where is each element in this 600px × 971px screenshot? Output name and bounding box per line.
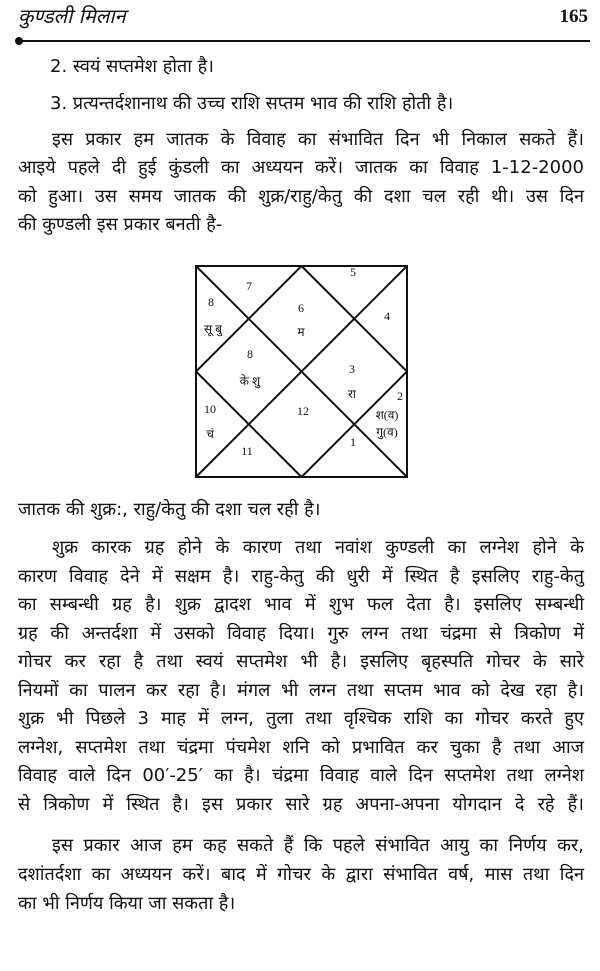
- house-number: 3: [349, 362, 355, 376]
- house-planets: श(व): [375, 408, 399, 422]
- paragraph-line: गोचर कर रहा है तथा स्वयं सप्तमेश भी है। इसलिए बृहस्पति गोचर के सारे: [18, 651, 584, 672]
- house-number: 4: [384, 309, 390, 323]
- house-number: 1: [350, 435, 356, 449]
- paragraph-line: विवाह वाले दिन 00′-25′ का है। चंद्रमा विवाह वाले दिन सप्तमेश तथा लग्नेश: [18, 765, 584, 786]
- house-number: 7: [246, 279, 252, 293]
- paragraph-line: इस प्रकार आज हम कह सकते हैं कि पहले संभावित आयु का निर्णय कर,: [52, 835, 584, 856]
- paragraph-line: को हुआ। उस समय जातक की शुक्र/राहु/केतु की दशा चल रही थी। उस दिन: [18, 186, 584, 207]
- house-number: 12: [297, 404, 309, 418]
- header-rule: [18, 40, 590, 42]
- paragraph-line: की कुण्डली इस प्रकार बनती है-: [18, 214, 223, 235]
- list-item: 3. प्रत्यन्तर्दशानाथ की उच्च राशि सप्तम भाव की राशि होती है।: [50, 93, 454, 114]
- house-number: 5: [350, 265, 356, 279]
- chart-caption: जातक की शुक्र:, राहु/केतु की दशा चल रही है।: [18, 499, 321, 520]
- house-number: 11: [241, 444, 253, 458]
- kundali-chart: [195, 265, 408, 478]
- house-planets: चं: [206, 427, 214, 441]
- list-item: 2. स्वयं सप्तमेश होता है।: [50, 56, 215, 77]
- paragraph-line: इस प्रकार हम जातक के विवाह का संभावित दिन भी निकाल सकते हैं।: [52, 129, 584, 150]
- house-number: 6: [298, 301, 304, 315]
- house-number: 10: [204, 402, 216, 416]
- paragraph-line: दशांतर्दशा का अध्ययन करें। बाद में गोचर के द्वारा संभावित वर्ष, मास तथा दिन: [18, 864, 584, 885]
- house-planets: के शु: [239, 374, 261, 388]
- house-number: 8: [208, 295, 214, 309]
- paragraph-line: लग्नेश, सप्तमेश तथा चंद्रमा पंचमेश शनि को प्रभावित कर चुका है तथा आज: [18, 737, 584, 758]
- paragraph-line: शुक्र कारक ग्रह होने के कारण तथा नवांश कुण्डली का लग्नेश होने के: [52, 537, 584, 558]
- running-header-title: कुण्डली मिलान: [18, 4, 126, 28]
- house-planets: गु(व): [376, 425, 398, 439]
- paragraph-line: शुक्र भी पिछले 3 माह में लग्न, तुला तथा वृश्चिक राशि का गोचर करते हुए: [18, 708, 584, 729]
- paragraph-line: ग्रह की अन्तर्दशा में उसको विवाह दिया। गुरु लग्न तथा चंद्रमा से त्रिकोण में: [18, 623, 584, 644]
- house-planets: सू बु: [204, 322, 222, 336]
- paragraph-line: कारण विवाह देने में सक्षम है। राहु-केतु की धुरी में स्थित है इसलिए राहु-केतु: [18, 566, 584, 587]
- paragraph-line: आइये पहले दी हुई कुंडली का अध्ययन करें। जातक का विवाह 1-12-2000: [18, 157, 584, 178]
- house-planets: म: [297, 325, 305, 339]
- paragraph-line: का भी निर्णय किया जा सकता है।: [18, 893, 236, 914]
- paragraph-line: का सम्बन्धी ग्रह है। शुक्र द्वादश भाव में शुभ फल देता है। इसलिए सम्बन्धी: [18, 594, 584, 615]
- page-number: 165: [559, 6, 588, 27]
- house-number: 8: [247, 347, 253, 361]
- paragraph-line: नियमों का पालन कर रहा है। मंगल भी लग्न तथा सप्तम भाव को देख रहा है।: [18, 680, 584, 701]
- paragraph-line: से त्रिकोण में स्थित है। इस प्रकार सारे ग्रह अपना-अपना योगदान दे रहे हैं।: [18, 794, 584, 815]
- house-number: 2: [397, 389, 403, 403]
- house-planets: रा: [347, 387, 357, 401]
